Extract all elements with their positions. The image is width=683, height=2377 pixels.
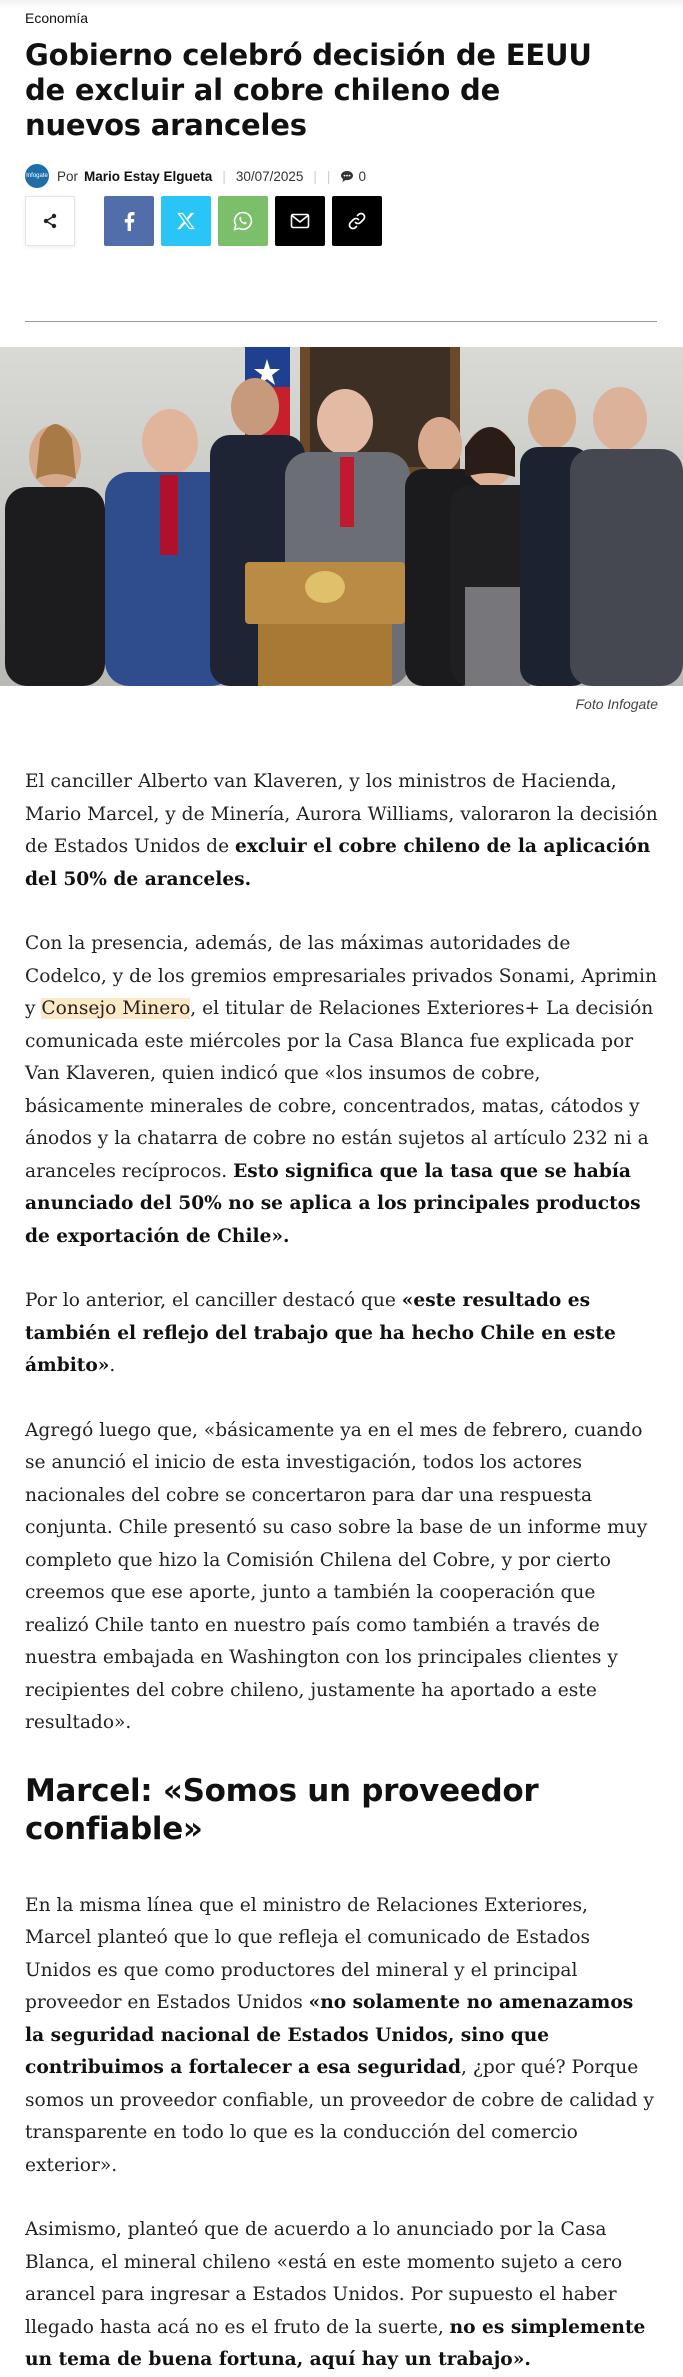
consejo-minero-link[interactable]: Consejo Minero [41,998,191,1019]
x-share-button[interactable] [161,196,211,246]
paragraph-1 [25,766,658,896]
article-header [0,8,683,322]
share-icon [42,213,58,229]
paragraph-text: Con la presencia, además, de las máximas autoridades de Codelco, y de los gremios empresariales privados Sonami, Aprimin y [25,933,657,1019]
facebook-icon [123,211,135,231]
category-link[interactable]: Economía [25,10,89,26]
meta-separator: | [313,168,317,184]
paragraph-3 [25,1285,658,1383]
x-icon [177,212,195,230]
top-bar [0,0,683,8]
article-meta [25,163,658,189]
paragraph-2 [25,928,658,1253]
article-title: Gobierno celebró decisión de EEUU de excluir al cobre chileno de nuevos aranceles [25,38,592,142]
paragraph-bold: no es simplemente un tema de buena fortuna, aquí hay un trabajo». [25,2316,646,2370]
header-divider [25,321,657,322]
avatar-label: Infogate [26,173,48,179]
share-toggle-button[interactable] [25,196,75,246]
paragraph-text: Agregó luego que, «básicamente ya en el mes de febrero, cuando se anunció el inicio de esta investigación, todos los actores nacionales del cobre se concertaron para dar una respuesta conjunta. Chile presentó su caso sobre la base de un informe muy completo que hizo la Comisión Chilena del Cobre, y por cierto creemos que ese aporte, junto a también la cooperación que realizó Chile tanto en nuestro país como también a través de nuestra embajada en Washington con los principales clientes y recipientes del cobre chileno, justamente ha aportado a este resultado». [25,1419,648,1733]
email-share-button[interactable] [275,196,325,246]
paragraph-6 [25,2214,658,2377]
whatsapp-icon [233,211,253,231]
by-label: Por [57,168,79,184]
paragraph-text: Por lo anterior, el canciller destacó que [25,1290,402,1311]
whatsapp-share-button[interactable] [218,196,268,246]
copy-link-button[interactable] [332,196,382,246]
email-icon [290,213,310,229]
section-subheading: Marcel: «Somos un proveedor confiable» [25,1772,539,1847]
link-icon [347,211,367,231]
share-bar [25,195,658,247]
paragraph-bold: «no solamente no amenazamos la seguridad nacional de Estados Unidos, sino que contribuimos a fortalecer a esa seguridad [25,1992,634,2078]
paragraph-bold: Esto significa que la tasa que se había anunciado del 50% no se aplica a los principales productos de exportación de Chile». [25,1160,641,1247]
paragraph-text: Asimismo, planteó que de acuerdo a lo anunciado por la Casa Blanca, el mineral chileno «está en este momento sujeto a cero arancel para ingresar a Estados Unidos. Por supuesto el haber llegado hasta acá no es el fruto de la suerte, [25,2219,623,2338]
paragraph-5 [25,1890,658,2183]
paragraph-text: , ¿por qué? Porque somos un proveedor confiable, un proveedor de cobre de calidad y transparente en todo lo que es la conducción del comercio exterior». [25,2057,654,2176]
meta-separator: | [326,168,331,184]
comments-count[interactable] [340,169,366,184]
paragraph-text: . [109,1355,116,1376]
publish-date: 30/07/2025 [235,168,304,184]
facebook-share-button[interactable] [104,196,154,246]
author-avatar[interactable] [25,164,49,188]
paragraph-text: El canciller Alberto van Klaveren, y los ministros de Hacienda, Mario Marcel, y de Minería, Aurora Williams, valoraron la decisión de Estados Unidos de [25,771,658,857]
press-conference-image [0,347,683,686]
comment-icon [340,170,354,183]
article-photo [0,347,683,686]
author-link[interactable]: Mario Estay Elgueta [84,168,213,184]
paragraph-4 [25,1415,658,1740]
paragraph-bold: excluir el cobre chileno de la aplicación del 50% de aranceles. [25,836,651,890]
article-body [0,766,683,2377]
photo-caption: Foto Infogate [575,696,658,712]
paragraph-text: En la misma línea que el ministro de Relaciones Exteriores, Marcel planteó que lo que refleja el comunicado de Estados Unidos es que como productores del mineral y el principal proveedor en Estados Unidos [25,1894,591,2013]
meta-separator: | [222,168,226,184]
comments-number: 0 [358,168,366,184]
paragraph-text: , el titular de Relaciones Exteriores+ La decisión comunicada este miércoles por la Casa Blanca fue explicada por Van Klaveren, quien indicó que «los insumos de cobre, básicamente minerales de cobre, concentrados, matas, cátodos y ánodos y la chatarra de cobre no están sujetos al artículo 232 ni a aranceles recíprocos. [25,998,654,1182]
paragraph-bold: «este resultado es también el reflejo del trabajo que ha hecho Chile en este ámbito» [25,1290,616,1376]
